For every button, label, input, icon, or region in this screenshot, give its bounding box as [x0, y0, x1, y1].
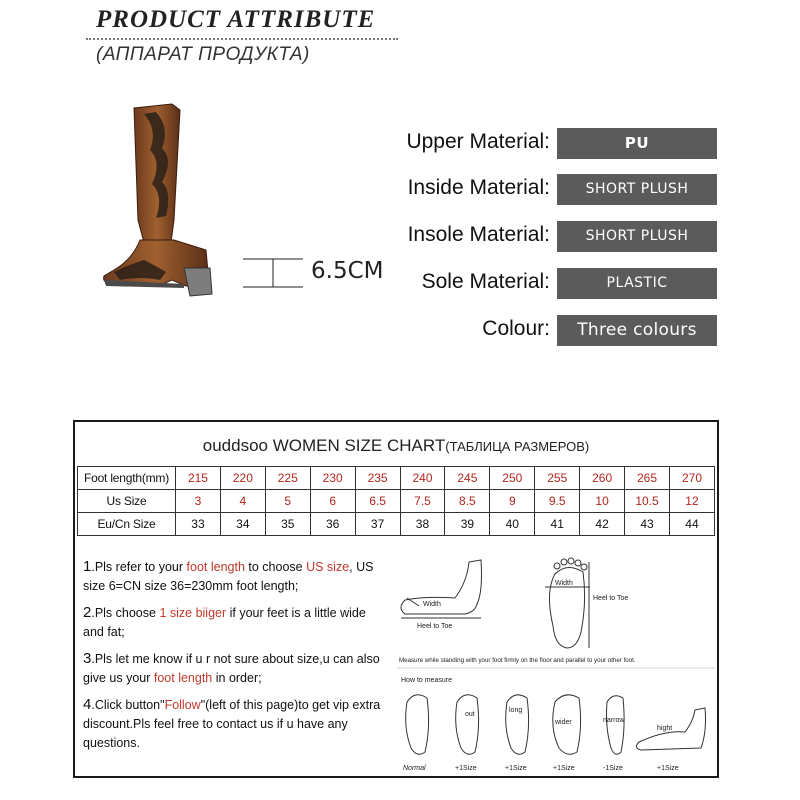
table-cell: 9: [490, 490, 535, 513]
measure-note: Measure while standing with your foot firmly on the floor and parallel to your other foot.: [399, 657, 636, 664]
attribute-value: SHORT PLUSH: [557, 221, 717, 252]
table-cell: 215: [176, 467, 221, 490]
foot-label-narrow: narrow: [603, 717, 625, 724]
instruction-3: [83, 649, 385, 688]
table-cell: 6.5: [355, 490, 400, 513]
table-cell: 250: [490, 467, 535, 490]
table-cell: 225: [265, 467, 310, 490]
caption-size: -1Size: [603, 765, 623, 772]
table-cell: 39: [445, 513, 490, 536]
table-cell: 7.5: [400, 490, 445, 513]
table-cell: 10.5: [625, 490, 670, 513]
heel-height-marker: [243, 258, 303, 288]
table-cell: 33: [176, 513, 221, 536]
attribute-label: Colour:: [482, 317, 550, 340]
table-cell: 270: [669, 467, 714, 490]
foot-label-out: out: [465, 711, 475, 718]
table-cell: 265: [625, 467, 670, 490]
foot-label-long: long: [509, 707, 523, 714]
instruction-highlight: US size: [306, 560, 350, 574]
heel-to-toe-label-top: Heel to Toe: [593, 595, 629, 602]
row-header: Foot length(mm): [78, 467, 176, 490]
table-cell: 6: [310, 490, 355, 513]
size-chart-title-ru: (ТАБЛИЦА РАЗМЕРОВ): [445, 439, 590, 454]
boot-image: [100, 100, 230, 300]
table-cell: 9.5: [535, 490, 580, 513]
attribute-value: PU: [557, 128, 717, 159]
table-cell: 36: [310, 513, 355, 536]
heel-height-value: 6.5CM: [311, 258, 384, 284]
attribute-label: Upper Material:: [406, 130, 550, 153]
attribute-value: Three colours: [557, 315, 717, 346]
attribute-label: Insole Material:: [407, 223, 550, 246]
page-subtitle: (АППАРАТ ПРОДУКТА): [96, 44, 310, 65]
attribute-upper-material: [380, 128, 720, 160]
attribute-sole-material: [380, 268, 720, 300]
instruction-text: , US size 6=CN size 36=230mm foot length;: [83, 560, 374, 593]
table-cell: 3: [176, 490, 221, 513]
instruction-highlight: Follow: [164, 698, 201, 712]
instruction-number: 3: [83, 650, 92, 667]
caption-size: +1Size: [657, 765, 679, 772]
page-title: PRODUCT ATTRIBUTE: [96, 6, 376, 33]
how-to-measure-label: How to measure: [401, 677, 452, 684]
instruction-text: "(left of this page)to get vip extra discount.Pls feel free to contact us if u have any questions.: [83, 698, 381, 750]
table-cell: 220: [220, 467, 265, 490]
table-cell: 10: [580, 490, 625, 513]
row-header: Eu/Cn Size: [78, 513, 176, 536]
instruction-text: .Pls let me know if u r not sure about size,u can also give us your: [83, 652, 380, 685]
caption-size: +1Size: [455, 765, 477, 772]
heel-to-toe-label: Heel to Toe: [417, 623, 453, 630]
table-cell: 40: [490, 513, 535, 536]
table-cell: 255: [535, 467, 580, 490]
caption-size: +1Size: [553, 765, 575, 772]
table-cell: 41: [535, 513, 580, 536]
table-cell: 37: [355, 513, 400, 536]
instruction-text: .Pls choose: [91, 606, 160, 620]
table-cell: 260: [580, 467, 625, 490]
table-cell: 12: [669, 490, 714, 513]
table-cell: 4: [220, 490, 265, 513]
instruction-number: 1: [83, 558, 92, 575]
attribute-insole-material: [380, 221, 720, 253]
table-cell: 43: [625, 513, 670, 536]
table-row-foot-length: [78, 467, 715, 490]
table-cell: 5: [265, 490, 310, 513]
size-instructions: [83, 557, 385, 760]
caption-normal: Normal: [403, 765, 426, 772]
table-cell: 38: [400, 513, 445, 536]
table-cell: 235: [355, 467, 400, 490]
size-chart-title: [75, 422, 717, 464]
instruction-text: in order;: [212, 671, 262, 685]
table-row-us-size: [78, 490, 715, 513]
foot-top-view: [545, 558, 590, 648]
instruction-highlight: foot length: [186, 560, 245, 574]
instruction-number: 4: [83, 696, 92, 713]
attribute-value: PLASTIC: [557, 268, 717, 299]
instruction-number: 2: [83, 604, 92, 621]
table-cell: 34: [220, 513, 265, 536]
size-chart-title-main: ouddsoo WOMEN SIZE CHART: [202, 436, 446, 455]
width-label-top: Width: [555, 580, 573, 587]
instruction-2: [83, 603, 385, 642]
caption-size: +1Size: [505, 765, 527, 772]
foot-label-hight: hight: [657, 725, 673, 732]
size-table: [77, 466, 715, 536]
instruction-text: .Pls refer to your: [91, 560, 187, 574]
table-cell: 240: [400, 467, 445, 490]
row-header: Us Size: [78, 490, 176, 513]
foot-measure-diagram: [395, 552, 719, 777]
attribute-label: Inside Material:: [407, 176, 550, 199]
attribute-label: Sole Material:: [421, 270, 550, 293]
table-cell: 230: [310, 467, 355, 490]
table-cell: 245: [445, 467, 490, 490]
instruction-text: to choose: [244, 560, 307, 574]
width-label: Width: [423, 601, 441, 608]
foot-label-wider: wider: [555, 719, 572, 726]
size-chart: [73, 420, 719, 778]
title-divider: [86, 38, 398, 40]
table-cell: 44: [669, 513, 714, 536]
attribute-colour: [380, 315, 720, 347]
instruction-text: if your feet is a little wide and fat;: [83, 606, 366, 639]
table-cell: 35: [265, 513, 310, 536]
table-cell: 8.5: [445, 490, 490, 513]
attribute-value: SHORT PLUSH: [557, 174, 717, 205]
instruction-highlight: 1 size biiger: [159, 606, 227, 620]
instruction-text: .Click button": [91, 698, 165, 712]
instruction-4: [83, 695, 385, 753]
instruction-highlight: foot length: [153, 671, 213, 685]
attribute-inside-material: [380, 174, 720, 206]
foot-side-view: [401, 560, 482, 618]
table-row-eu-cn-size: [78, 513, 715, 536]
instruction-1: [83, 557, 385, 596]
table-cell: 42: [580, 513, 625, 536]
